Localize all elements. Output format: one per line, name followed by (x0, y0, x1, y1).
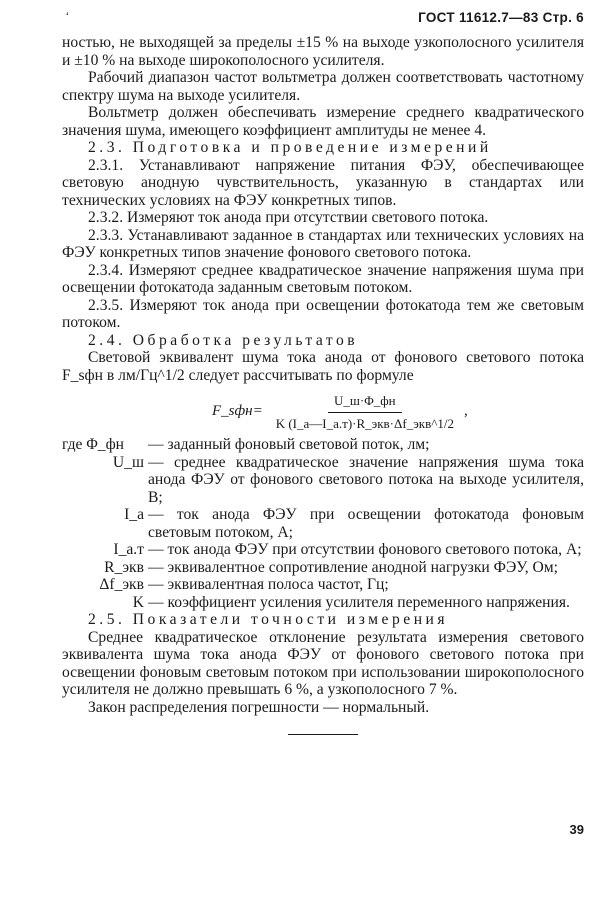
error-distribution-text: Закон распределения погрешности — нормальный. (88, 698, 430, 716)
definition-item (62, 594, 584, 612)
definition-item (62, 576, 584, 594)
definition-text: — коэффициент усиления усилителя переменного напряжения. (148, 593, 570, 611)
section-2-5-text: Среднее квадратическое отклонение результата измерения светового эквивалента шума тока анода ФЭУ от фонового светового потока при освещении фоновым световым потоком при использовании широкополосного усилителя не должно превышать 6 %, а узкополосного 7 %. (62, 628, 584, 698)
definition-item (62, 559, 584, 577)
definition-text: — среднее квадратическое значение напряжения шума тока анода ФЭУ от фонового светового потока на выходе усилителя, В; (148, 453, 584, 506)
header-mark: ʻ (66, 10, 69, 24)
page-number: 39 (569, 822, 584, 837)
formula-fraction (270, 392, 460, 432)
section-2-5-title: 2.5. Показатели точности измерения (88, 611, 449, 628)
clause-2-3-5: 2.3.5. Измеряют ток анода при освещении фотокатода тем же световым потоком. (62, 296, 584, 331)
formula-lhs: F_sфн= (212, 403, 263, 420)
section-2-3-title: 2.3. Подготовка и проведение измерений (88, 139, 492, 156)
standard-designation: ГОСТ 11612.7—83 Стр. 6 (418, 10, 584, 25)
paragraph-frequency-range: Рабочий диапазон частот вольтметра должен соответствовать частотному спектру шума на выходе усилителя. (62, 69, 584, 104)
definition-symbol: I_а.т (113, 541, 144, 558)
definition-text: — ток анода ФЭУ при отсутствии фонового светового потока, А; (148, 541, 582, 558)
section-2-4-title: 2.4. Обработка результатов (88, 331, 359, 349)
clause-2-3-4: 2.3.4. Измеряют среднее квадратическое значение напряжения шума при освещении фотокатода заданным световым потоком. (62, 261, 584, 296)
formula-numerator: U_ш·Φ_фн (328, 392, 402, 413)
definition-symbol: R_экв (104, 558, 144, 576)
definition-symbol: U_ш (112, 453, 144, 471)
definition-item (62, 541, 584, 559)
definition-item (62, 436, 584, 454)
document-body (62, 34, 584, 735)
page-header (60, 10, 584, 30)
definition-text: — эквивалентная полоса частот, Гц; (148, 576, 389, 593)
definition-symbol: где Φ_фн (62, 436, 125, 453)
definition-text: — заданный фоновый световой поток, лм; (148, 436, 430, 453)
formula-noise-equivalent (212, 392, 584, 432)
section-2-4-text: Световой эквивалент шума тока анода от фонового светового потока F_sфн в лм/Гц^1/2 следует рассчитывать по формуле (62, 349, 584, 384)
paragraph-voltmeter: Вольтметр должен обеспечивать измерение среднего квадратического значения шума, имеющего коэффициент амплитуды не менее 4. (62, 104, 584, 139)
definition-symbol: I_а (124, 506, 144, 523)
closing-rule (288, 734, 358, 735)
definition-text: — ток анода ФЭУ при освещении фотокатода фоновым световым потоком, А; (148, 506, 584, 541)
definition-symbol: K (132, 593, 144, 611)
formula-denominator: K (I_а—I_а.т)·R_экв·Δf_экв^1/2 (275, 415, 454, 431)
clause-2-3-2: 2.3.2. Измеряют ток анода при отсутствии светового потока. (88, 209, 489, 226)
clause-2-3-3: 2.3.3. Устанавливают заданное в стандартах или технических условиях на ФЭУ конкретных типов значение фонового светового потока. (62, 226, 584, 261)
clause-2-3-1: 2.3.1. Устанавливают напряжение питания ФЭУ, обеспечивающее световую анодную чувствительность, указанную в стандартах или технических условиях на ФЭУ конкретных типов. (62, 156, 584, 209)
definition-item (62, 454, 584, 507)
formula-tail: , (463, 403, 468, 420)
paragraph-continued: ностью, не выходящей за пределы ±15 % на выходе узкополосного усилителя и ±10 % на выходе широкополосного усилителя. (62, 34, 584, 69)
definition-item (62, 506, 584, 541)
definitions-list (62, 436, 584, 611)
definition-symbol: Δf_экв (99, 576, 144, 593)
definition-text: — эквивалентное сопротивление анодной нагрузки ФЭУ, Ом; (148, 558, 559, 576)
